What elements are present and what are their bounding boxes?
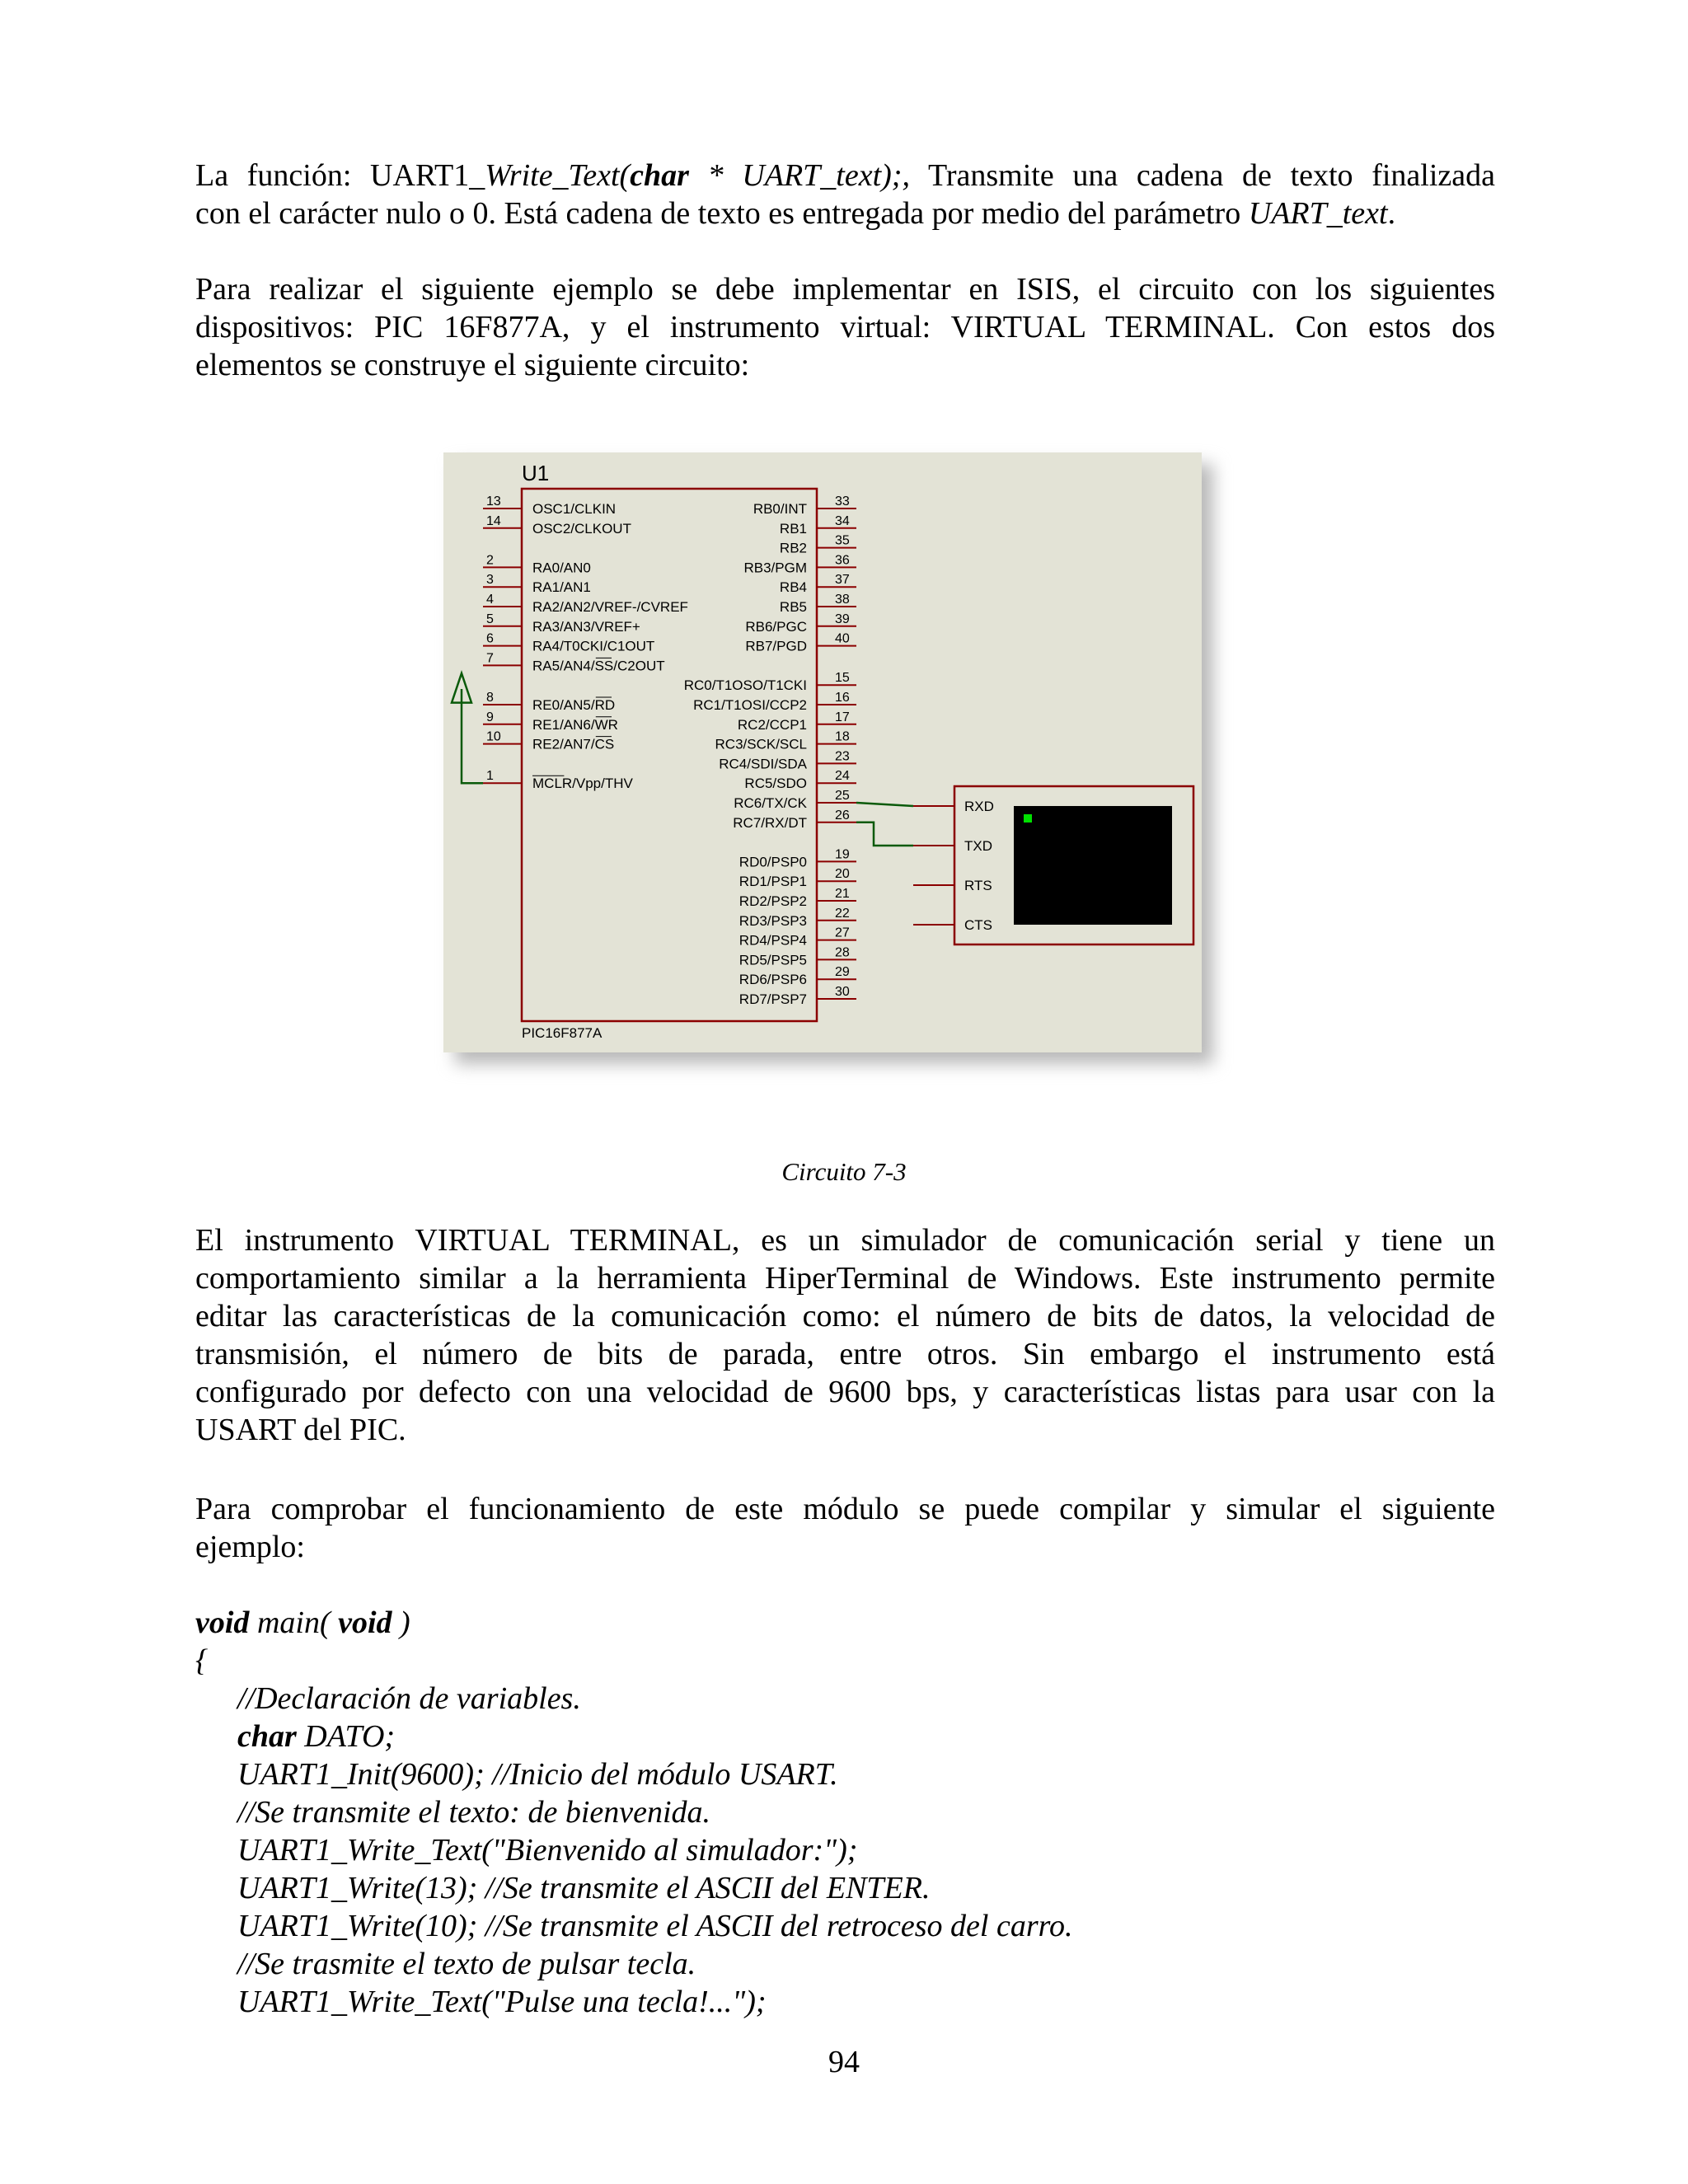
pin-number: 16 [835,691,850,705]
figure-caption: Circuito 7-3 [781,1157,907,1186]
pin-number: 14 [486,513,501,528]
paragraph-line: configurado por defecto con una velocidad de 9600 bps, y características listas para usar con la [195,1375,1495,1409]
text-run: Transmite una cadena de texto finalizada [909,158,1496,193]
pin-label: RA1/AN1 [532,579,591,596]
paragraph-line [195,194,1495,232]
pin-label: RE0/AN5/RD [532,697,616,713]
pin-number: 2 [486,553,494,568]
paragraph-line: Para realizar el siguiente ejemplo se debe implementar en ISIS, el circuito con los siguientes [195,272,1495,307]
code-keyword: void [195,1605,250,1640]
code-line [195,1604,1495,1642]
pin-number: 37 [835,573,850,588]
pin-label: RB5 [779,599,807,615]
pin-label: RA2/AN2/VREF-/CVREF [532,599,688,615]
paragraph-virtual-terminal [195,1221,1495,1449]
pin-number: 26 [835,808,850,823]
pin-label: RD0/PSP0 [738,854,807,870]
pin-number: 21 [835,887,850,901]
terminal-screen [1014,806,1172,925]
pin-number: 18 [835,729,850,744]
pin-number: 20 [835,867,850,882]
paragraph-line: ejemplo: [195,1530,305,1564]
pin-number: 17 [835,710,850,724]
pin-number: 7 [486,651,494,666]
pin-number: 8 [486,691,494,705]
pin-number: 6 [486,631,494,646]
pin-label: RA3/AN3/VREF+ [532,618,640,635]
text-run: . [1387,196,1396,231]
pin-number: 10 [486,729,501,744]
pin-label: RB1 [779,520,807,537]
code-line: UART1_Write_Text("Bienvenido al simulador:"); [237,1833,858,1868]
pin-label: RB0/INT [753,501,807,517]
pin-label: RD6/PSP6 [738,972,807,988]
terminal-pin-label: CTS [964,917,992,933]
parameter-name: UART_text [1248,196,1388,231]
text-run: La función: UART1 [195,158,470,193]
pin-label: RD1/PSP1 [738,874,807,890]
pin-label: RC0/T1OSO/T1CKI [683,677,807,694]
pin-label: RD3/PSP3 [738,912,807,929]
pin-label: RD5/PSP5 [738,952,807,968]
pin-number: 24 [835,769,850,784]
pin-label: RE1/AN6/WR [532,716,618,733]
schematic-background [443,452,1202,1052]
pin-number: 27 [835,926,850,940]
code-text: DATO; [296,1719,396,1754]
pin-label: RC1/T1OSI/CCP2 [693,697,807,713]
paragraph-line: Para comprobar el funcionamiento de este módulo se puede compilar y simular el siguiente [195,1492,1495,1526]
pin-number: 35 [835,533,850,548]
pin-number: 23 [835,749,850,764]
pin-label: OSC2/CLKOUT [532,520,631,537]
paragraph-line: comportamiento similar a la herramienta HiperTerminal de Windows. Este instrumento permite [195,1261,1495,1296]
pin-number: 5 [486,612,494,626]
terminal-cursor [1024,814,1032,823]
pin-number: 34 [835,513,850,528]
keyword: char [630,158,689,193]
code-line: UART1_Write(10); //Se transmite el ASCII del retroceso del carro. [237,1909,1073,1943]
pin-number: 28 [835,945,850,960]
code-line: //Se transmite el texto: de bienvenida. [237,1795,711,1830]
terminal-pin-label: RTS [964,878,992,893]
circuit-schematic [443,452,1202,1052]
text-run: con el carácter nulo o 0. Está cadena de texto es entregada por medio del parámetro [195,196,1249,231]
component-ref: U1 [522,461,550,485]
code-line: //Declaración de variables. [237,1681,581,1716]
pin-number: 30 [835,985,850,999]
pin-label: RC2/CCP1 [737,716,807,733]
code-text: ) [392,1605,410,1640]
code-line [195,1718,1495,1755]
pin-label: RA5/AN4/SS/C2OUT [532,658,665,674]
paragraph-line: editar las características de la comunicación como: el número de bits de datos, la velocidad de [195,1299,1495,1333]
pin-label: RD7/PSP7 [738,991,807,1007]
code-text: main( [249,1605,339,1640]
code-keyword: char [237,1719,297,1754]
pin-label: RC7/RX/DT [733,814,807,831]
pin-number: 29 [835,965,850,980]
page-number: 94 [828,2045,860,2079]
pin-number: 13 [486,494,501,509]
terminal-pin-label: TXD [964,838,992,854]
paragraph-line: elementos se construye el siguiente circuito: [195,348,750,382]
pin-number: 1 [486,769,494,784]
pin-label: RB7/PGD [745,638,807,654]
paragraph-line: USART del PIC. [195,1413,406,1447]
circuit-figure [443,452,1202,1052]
pin-number: 33 [835,494,850,509]
pin-label: RD2/PSP2 [738,893,807,909]
code-listing [195,1604,1495,2021]
pin-number: 19 [835,847,850,862]
pin-number: 38 [835,593,850,607]
pin-number: 4 [486,593,494,607]
paragraph-line: dispositivos: PIC 16F877A, y el instrumento virtual: VIRTUAL TERMINAL. Con estos dos [195,310,1495,344]
pin-label: RE2/AN7/CS [532,736,615,752]
paragraph-example-intro [195,1490,1495,1566]
pin-number: 9 [486,710,494,724]
pin-label: MCLR/Vpp/THV [532,776,633,792]
paragraph-line: El instrumento VIRTUAL TERMINAL, es un simulador de comunicación serial y tiene un [195,1223,1495,1258]
paragraph-circuit-intro [195,270,1495,384]
code-line: UART1_Init(9600); //Inicio del módulo USART. [237,1757,838,1792]
pin-label: RC4/SDI/SDA [719,756,807,772]
pin-label: RB4 [779,579,807,596]
code-line: UART1_Write_Text("Pulse una tecla!..."); [237,1985,767,2019]
pin-label: OSC1/CLKIN [532,501,617,517]
pin-number: 15 [835,671,850,686]
pin-number: 39 [835,612,850,626]
pin-number: 40 [835,631,850,646]
paragraph-line [195,157,1495,194]
pin-label: RB2 [779,540,807,556]
pin-label: RB6/PGC [745,618,807,635]
function-args: * UART_text);, [688,158,910,193]
code-line: { [195,1643,209,1678]
pin-number: 36 [835,553,850,568]
pin-label: RC3/SCK/SCL [715,736,807,752]
code-line: UART1_Write(13); //Se transmite el ASCII del ENTER. [237,1871,931,1905]
terminal-pin-label: RXD [964,799,994,814]
paragraph-uart-write-text [195,157,1495,232]
pin-number: 25 [835,789,850,803]
pin-label: RA4/T0CKI/C1OUT [532,638,655,654]
code-keyword: void [338,1605,392,1640]
pin-label: RB3/PGM [743,560,807,576]
code-line: //Se trasmite el texto de pulsar tecla. [237,1947,696,1981]
paragraph-line: transmisión, el número de bits de parada, entre otros. Sin embargo el instrumento está [195,1337,1495,1371]
pin-number: 22 [835,906,850,921]
component-name: PIC16F877A [522,1025,603,1041]
pin-number: 3 [486,573,494,588]
pin-label: RC5/SDO [744,776,807,792]
pin-label: RD4/PSP4 [738,932,807,949]
function-name: _Write_Text( [469,158,631,193]
pin-label: RC6/TX/CK [734,795,807,811]
pin-label: RA0/AN0 [532,560,591,576]
